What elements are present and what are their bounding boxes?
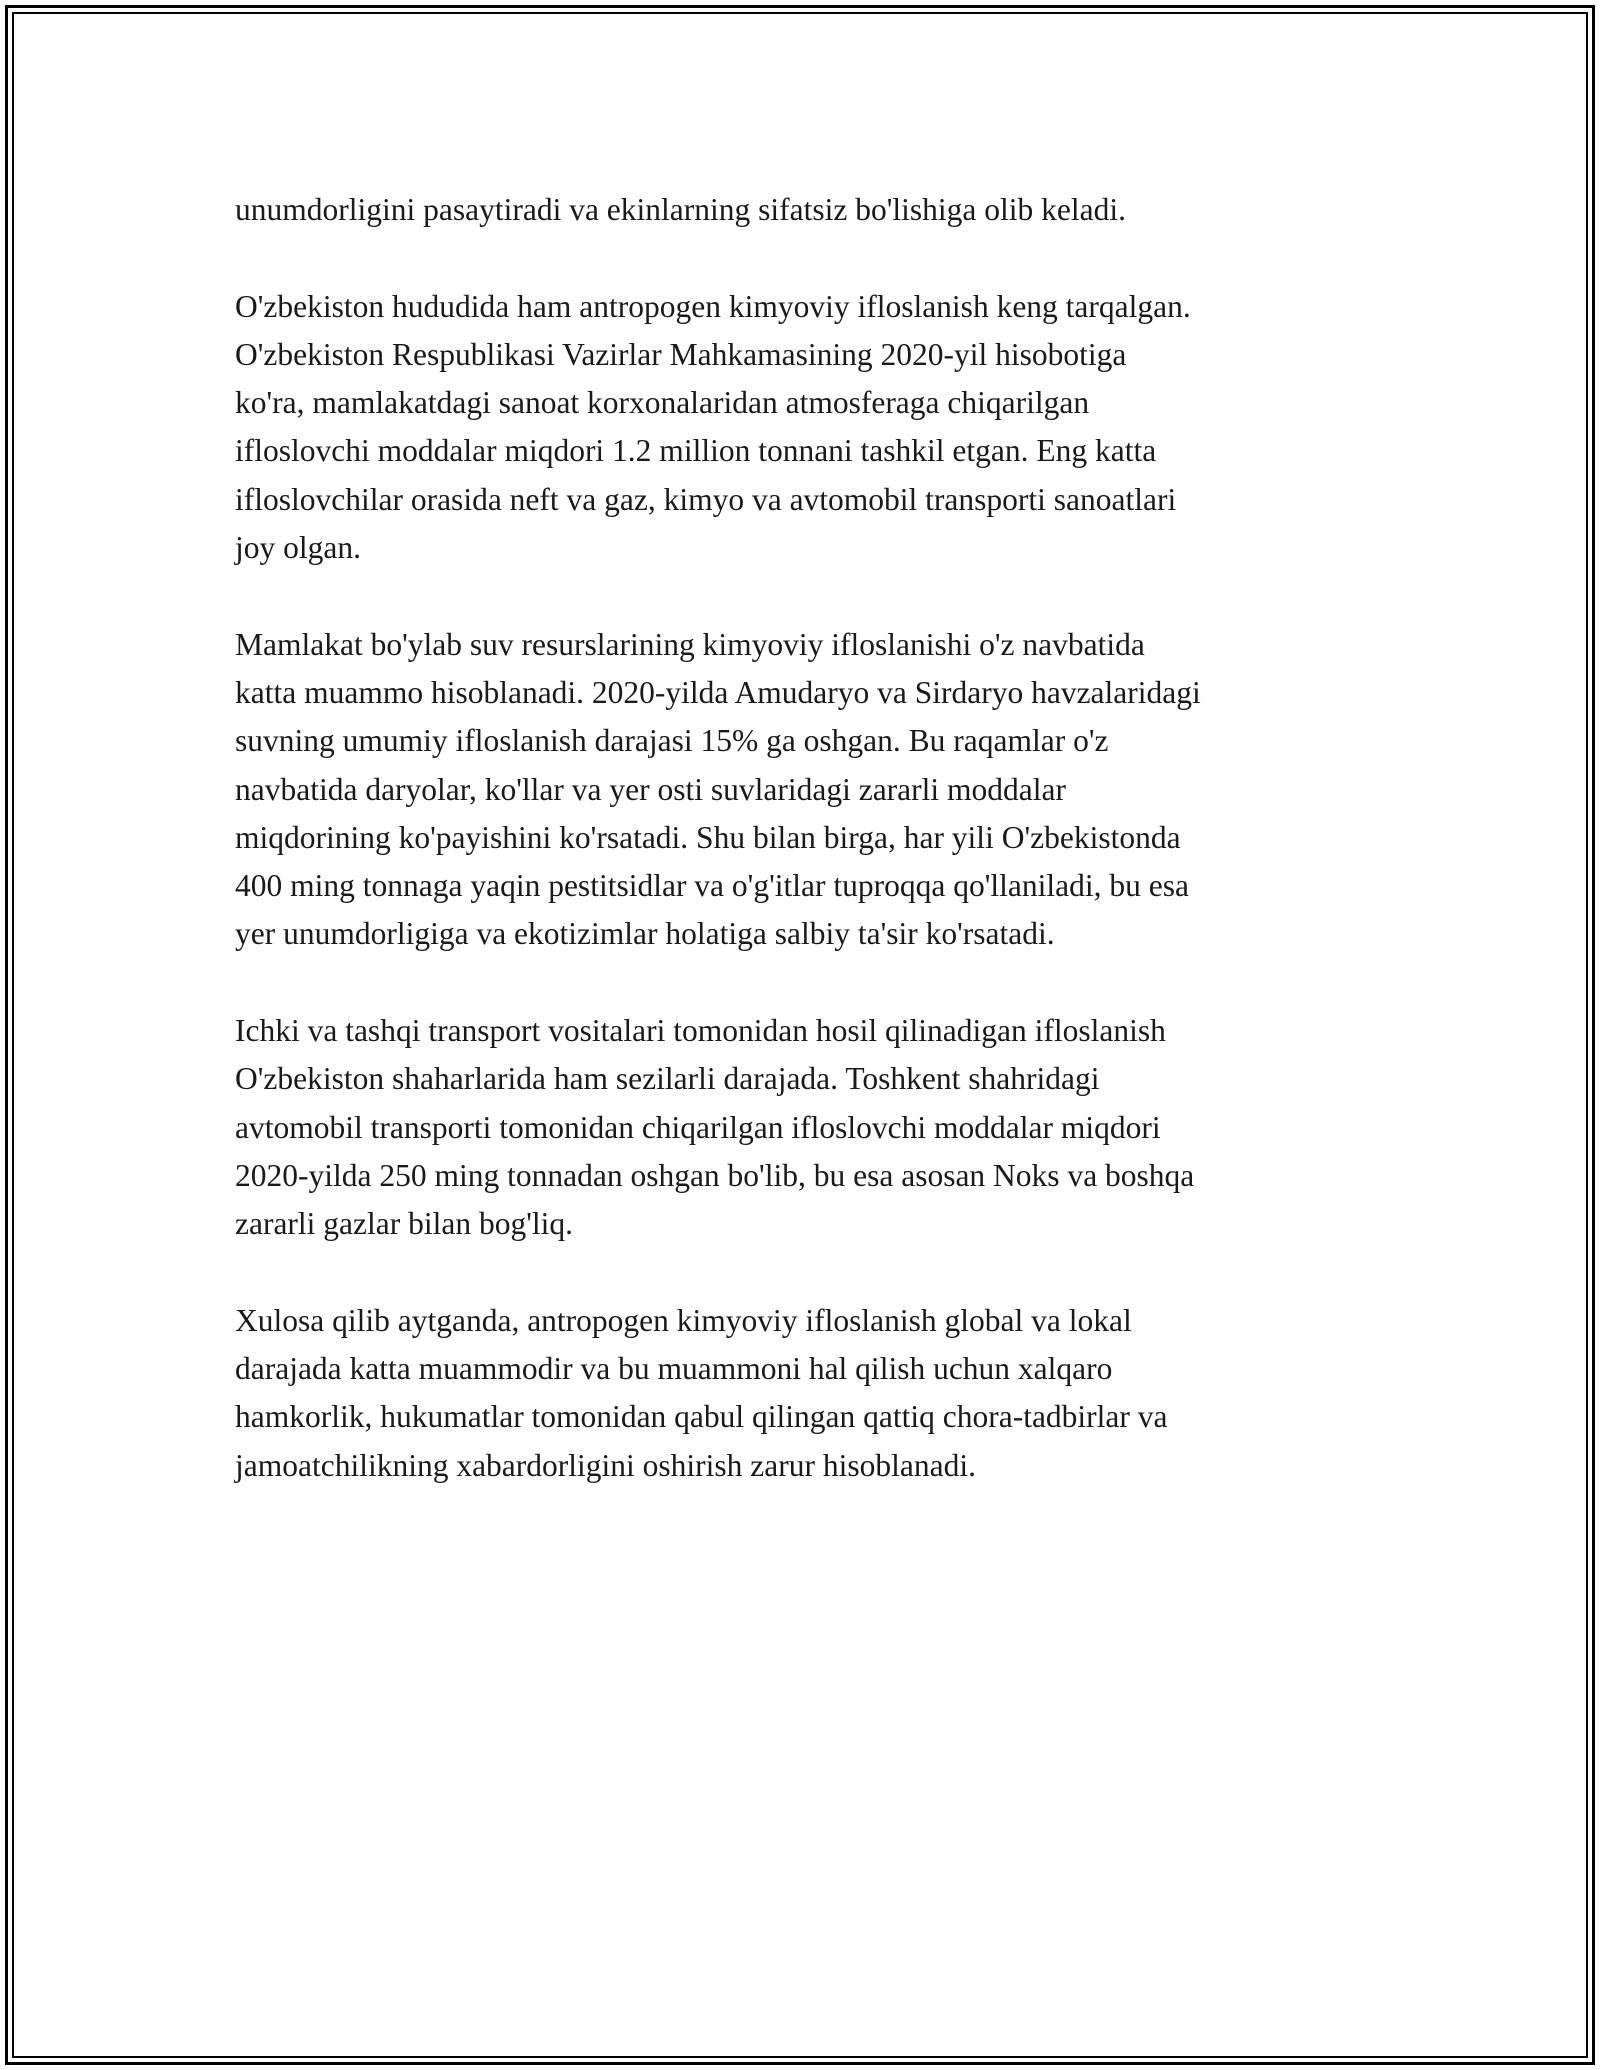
paragraph-3: Mamlakat bo'ylab suv resurslarining kimyoviy ifloslanishi o'z navbatida katta muammo hisoblanadi. 2020-yilda Amudaryo va Sirdaryo havzalaridagi suvning umumiy ifloslanish darajasi 15% ga oshgan. Bu raqamlar o'z navbatida daryolar, ko'llar va yer osti suvlaridagi zararli moddalar miqdorining ko'payishini ko'rsatadi. Shu bilan birga, har yili O'zbekistonda 400 ming tonnaga yaqin pestitsidlar va o'g'itlar tuproqqa qo'llaniladi, bu esa yer unumdorligiga va ekotizimlar holatiga salbiy ta'sir ko'rsatadi.	[235, 626, 1201, 952]
paragraph-5: Xulosa qilib aytganda, antropogen kimyoviy ifloslanish global va lokal darajada katta muammodir va bu muammoni hal qilish uchun xalqaro hamkorlik, hukumatlar tomonidan qabul qilingan qattiq chora-tadbirlar va jamoatchilikning xabardorligini oshirish zarur hisoblanadi.	[235, 1302, 1168, 1483]
document-body	[235, 186, 1375, 1538]
paragraph-1: unumdorligini pasaytiradi va ekinlarning sifatsiz bo'lishiga olib keladi.	[235, 192, 1126, 227]
paragraph-4: Ichki va tashqi transport vositalari tomonidan hosil qilinadigan ifloslanish O'zbekiston shaharlarida ham sezilarli darajada. Toshkent shahridagi avtomobil transporti tomonidan chiqarilgan ifloslovchi moddalar miqdori 2020-yilda 250 ming tonnadan oshgan bo'lib, bu esa asosan Noks va boshqa zararli gazlar bilan bog'liq.	[235, 1013, 1195, 1242]
paragraph-2: O'zbekiston hududida ham antropogen kimyoviy ifloslanish keng tarqalgan. O'zbekiston Respublikasi Vazirlar Mahkamasining 2020-yil hisobotiga ko'ra, mamlakatdagi sanoat korxonalaridan atmosferaga chiqarilgan ifloslovchi moddalar miqdori 1.2 million tonnani tashkil etgan. Eng katta ifloslovchilar orasida neft va gaz, kimyo va avtomobil transporti sanoatlari joy olgan.	[235, 288, 1191, 566]
